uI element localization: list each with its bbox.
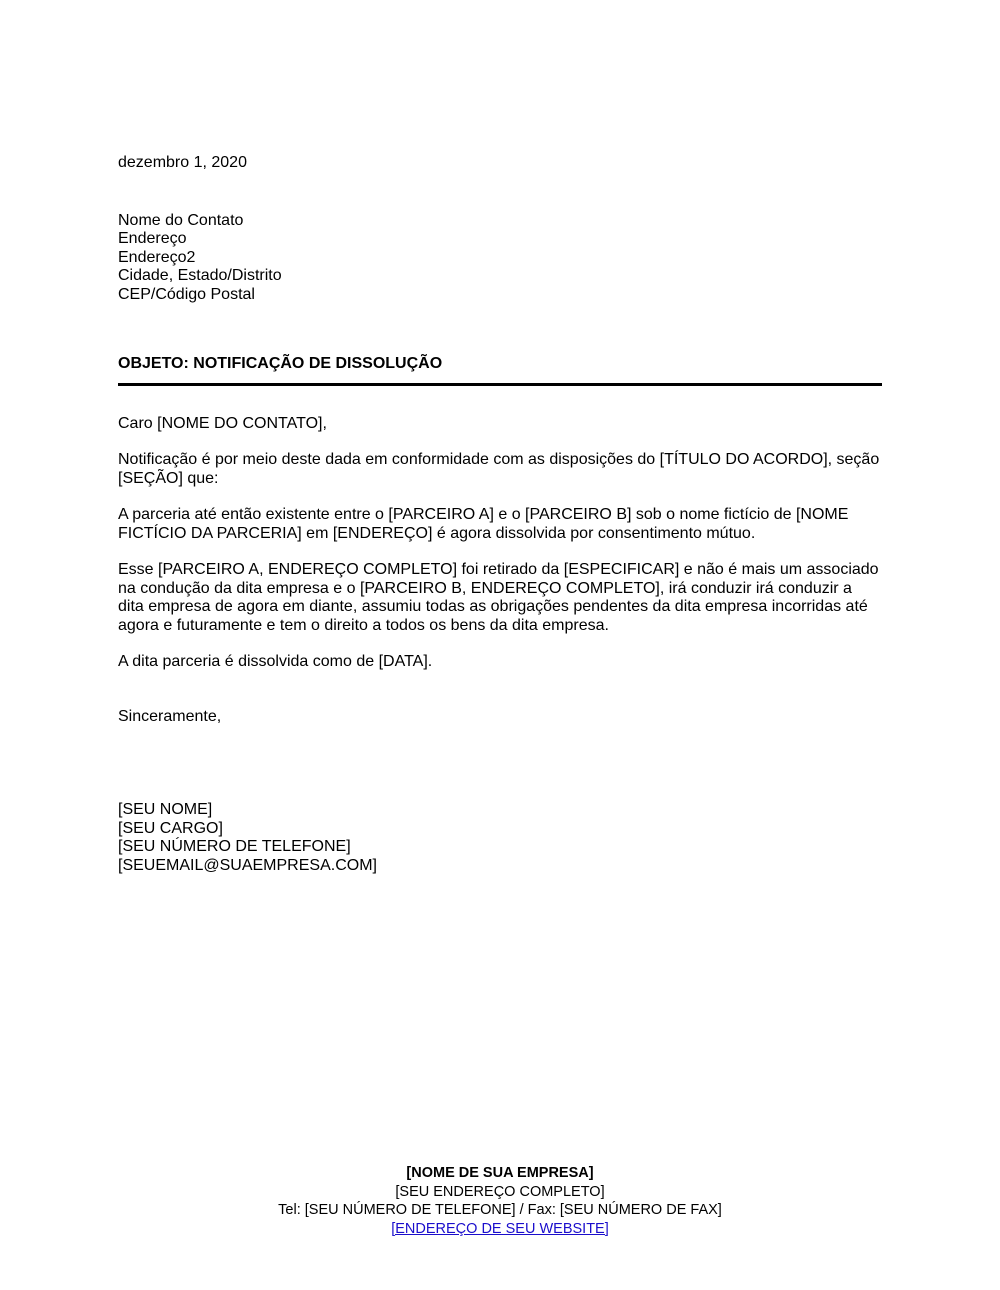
paragraph-withdrawal: Esse [PARCEIRO A, ENDEREÇO COMPLETO] foi retirado da [ESPECIFICAR] e não é mais um associado na condução da dita empresa e o [PARCEIRO B, ENDEREÇO COMPLETO], irá conduzir irá conduzir a dita empresa de agora em diante, assumiu todas as obrigações pendentes da dita empresa incorridas até agora e futuramente e tem o direito a todos os bens da dita empresa. [118, 561, 879, 634]
footer-contact: Tel: [SEU NÚMERO DE TELEFONE] / Fax: [SEU NÚMERO DE FAX] [278, 1202, 722, 1218]
signature-phone: [SEU NÚMERO DE TELEFONE] [118, 838, 351, 855]
signature-title: [SEU CARGO] [118, 819, 223, 837]
letter-date: dezembro 1, 2020 [118, 154, 247, 171]
greeting: Caro [NOME DO CONTATO], [118, 414, 327, 432]
subject-divider [118, 383, 882, 386]
letter-body [118, 154, 882, 875]
footer-address: [SEU ENDEREÇO COMPLETO] [395, 1183, 605, 1200]
address-line-1: Endereço [118, 230, 187, 247]
letterhead-footer [0, 1164, 1000, 1238]
address-line-postal: CEP/Código Postal [118, 285, 255, 303]
footer-company: [NOME DE SUA EMPRESA] [406, 1165, 594, 1181]
address-line-city: Cidade, Estado/Distrito [118, 267, 282, 284]
signature-email: [SEUEMAIL@SUAEMPRESA.COM] [118, 856, 377, 874]
signature-block [118, 801, 882, 875]
paragraph-partnership: A parceria até então existente entre o [PARCEIRO A] e o [PARCEIRO B] sob o nome fictício de [NOME FICTÍCIO DA PARCERIA] em [ENDEREÇO] é agora dissolvida por consentimento mútuo. [118, 506, 849, 542]
address-line-contact: Nome do Contato [118, 211, 244, 229]
closing: Sinceramente, [118, 707, 222, 725]
signature-name: [SEU NOME] [118, 801, 213, 818]
recipient-address [118, 212, 882, 305]
footer-website-link[interactable]: [ENDEREÇO DE SEU WEBSITE] [391, 1220, 609, 1237]
paragraph-notification: Notificação é por meio deste dada em conformidade com as disposições do [TÍTULO DO ACORDO], seção [SEÇÃO] que: [118, 451, 880, 487]
subject-line: OBJETO: NOTIFICAÇÃO DE DISSOLUÇÃO [118, 355, 443, 372]
address-line-2: Endereço2 [118, 248, 196, 266]
paragraph-dissolution-date: A dita parceria é dissolvida como de [DATA]. [118, 653, 433, 670]
